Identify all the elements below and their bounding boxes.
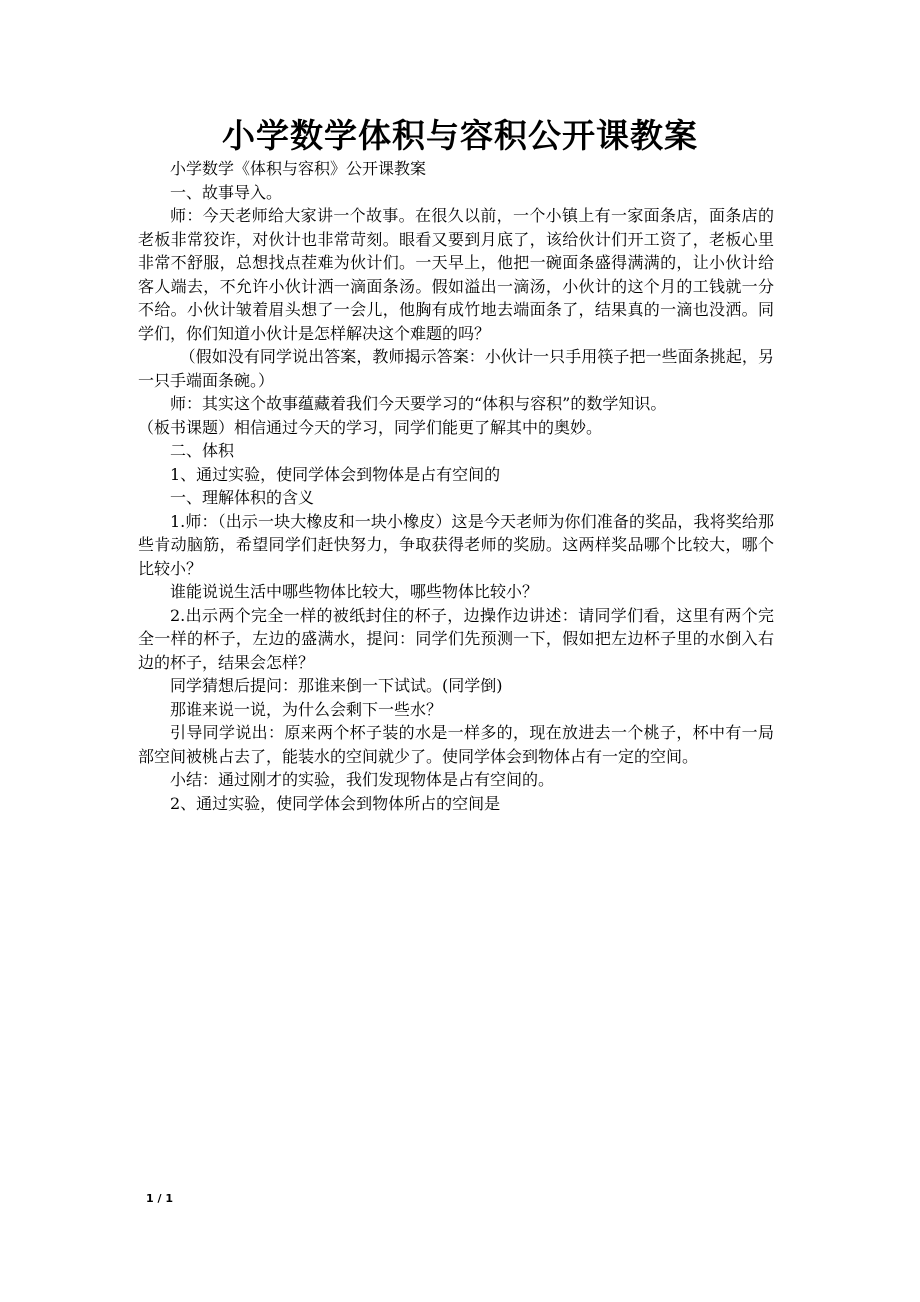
paragraph-experiment-1: 1、通过实验，使同学体会到物体是占有空间的 [170, 464, 501, 484]
paragraph-why-water: 那谁来说一说，为什么会剩下一些水？ [170, 699, 443, 719]
paragraph-summary: 小结：通过刚才的实验，我们发现物体是占有空间的。 [170, 770, 555, 789]
paragraph-section-volume: 二、体积 [170, 441, 235, 460]
paragraph-understand-volume: 一、理解体积的含义 [170, 488, 315, 507]
paragraph-section-story: 一、故事导入。 [170, 182, 283, 202]
paragraph-story: 师：今天老师给大家讲一个故事。在很久以前，一个小镇上有一家面条店，面条店的老板非常狡诈，对伙计也非常苛刻。眼看又要到月底了，该给伙计们开工资了，老板心里非常不舒服，总想找点茬难为伙计们。一天早上，他把一碗面条盛得满满的，让小伙计给客人端去，不允许小伙计洒一滴面条汤。假如溢出一滴汤，小伙计的这个月的工钱就一分不给。小伙计皱着眉头想了一会儿，他胸有成竹地去端面条了，结果真的一滴也没洒。同学们，你们知道小伙计是怎样解决这个难题的吗？ [138, 206, 774, 343]
paragraph-answer: （假如没有同学说出答案，教师揭示答案：小伙计一只手用筷子把一些面条挑起，另一只手端面条碗。） [138, 347, 774, 390]
paragraph-intro-topic: 师：其实这个故事蕴藏着我们今天要学习的“体积与容积”的数学知识。 [170, 394, 667, 413]
paragraph-students-guess: 同学猜想后提问：那谁来倒一下试试。(同学倒) [170, 676, 503, 695]
page-indicator: 1 / 1 [146, 1192, 173, 1205]
paragraph-step-2: 2.出示两个完全一样的被纸封住的杯子，边操作边讲述：请同学们看，这里有两个完全一样的杯子，左边的盛满水，提问：同学们先预测一下，假如把左边杯子里的水倒入右边的杯子，结果会怎样？ [138, 605, 774, 672]
document-title: 小学数学体积与容积公开课教案 [222, 116, 698, 155]
paragraph-guide: 引导同学说出：原来两个杯子装的水是一样多的，现在放进去一个桃子，杯中有一局部空间被桃占去了，能装水的空间就少了。使同学体会到物体占有一定的空间。 [138, 723, 774, 766]
paragraph-subtitle: 小学数学《体积与容积》公开课教案 [170, 159, 427, 178]
paragraph-experiment-2: 2、通过实验，使同学体会到物体所占的空间是 [170, 793, 501, 813]
paragraph-board-title: （板书课题）相信通过今天的学习，同学们能更了解其中的奥妙。 [138, 417, 603, 437]
paragraph-question-objects: 谁能说说生活中哪些物体比较大，哪些物体比较小？ [170, 582, 539, 601]
paragraph-step-1: 1.师：（出示一块大橡皮和一块小橡皮）这是今天老师为你们准备的奖品，我将奖给那些肯动脑筋，希望同学们赶快努力，争取获得老师的奖励。这两样奖品哪个比较大，哪个比较小？ [138, 511, 774, 578]
document-body [138, 157, 774, 815]
